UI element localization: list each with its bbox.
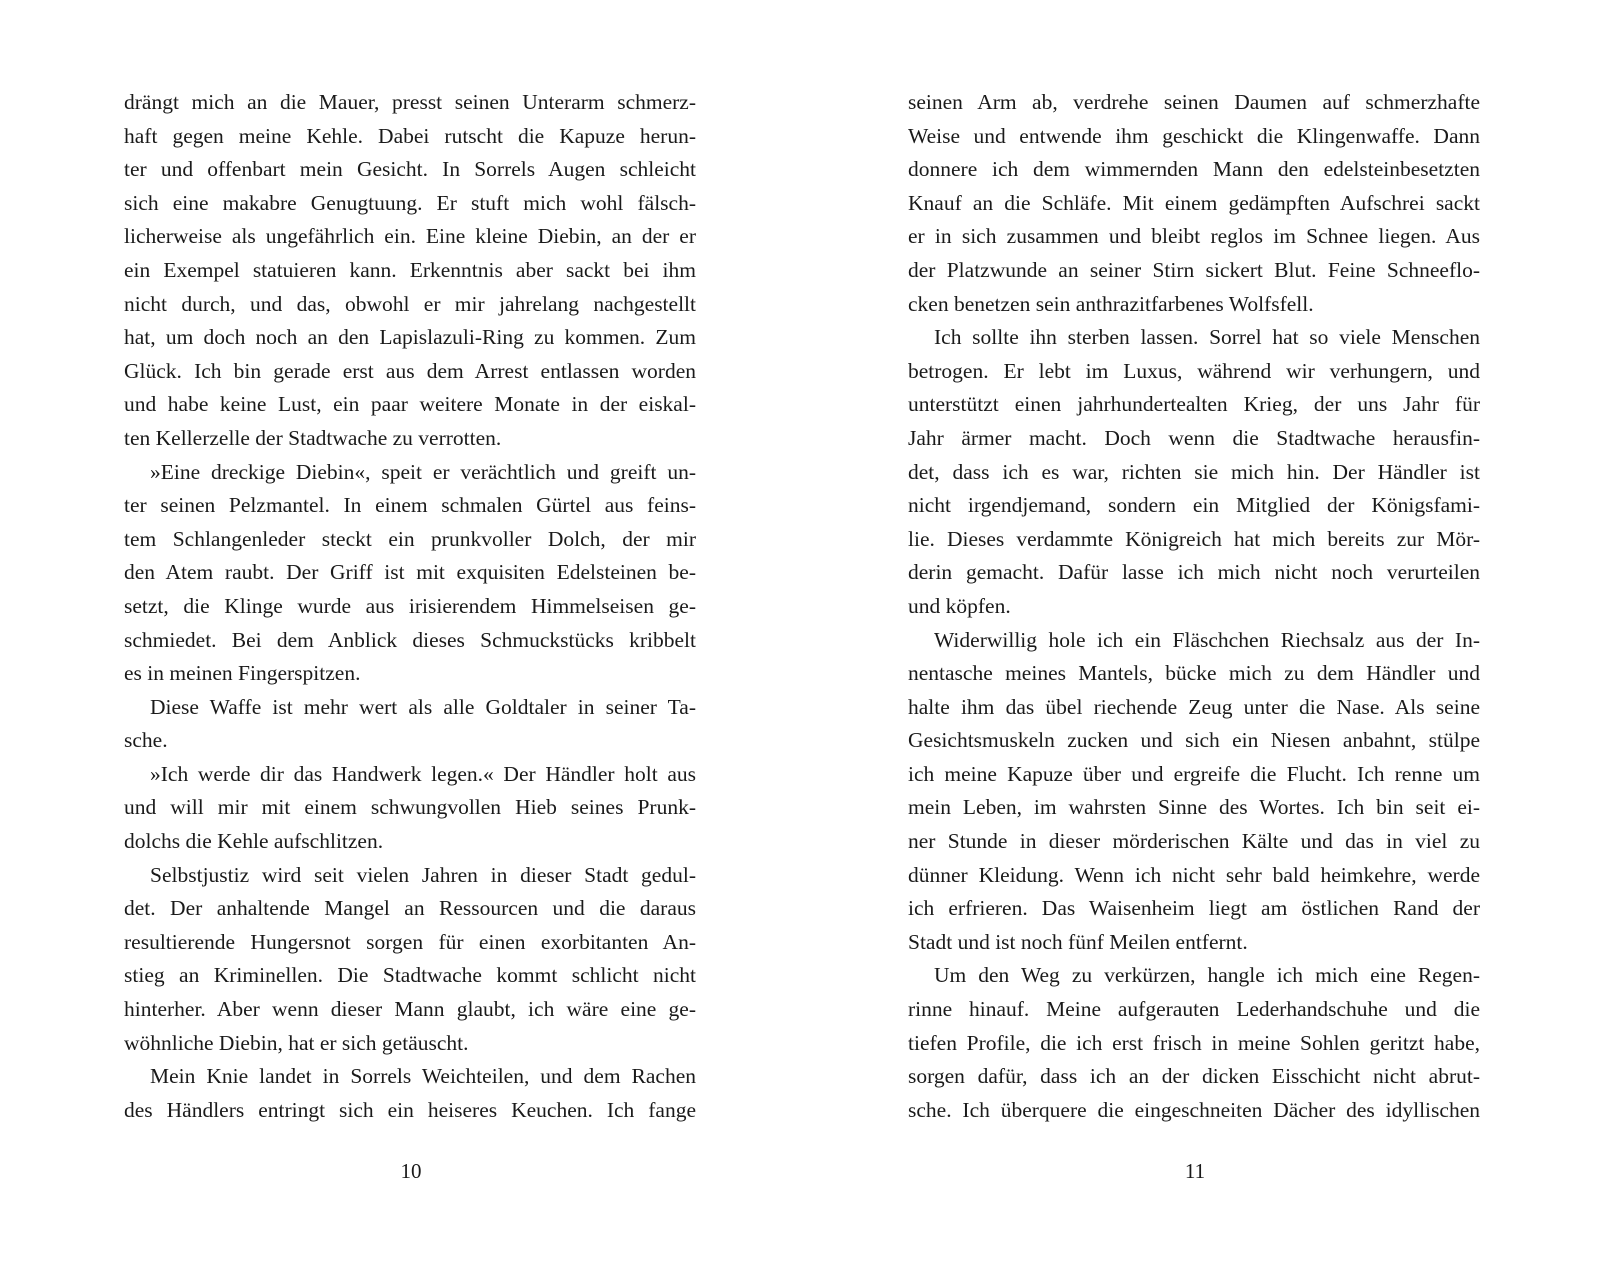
text-line: Glück. Ich bin gerade erst aus dem Arrest entlassen worden	[124, 358, 696, 383]
text-line: und habe keine Lust, ein paar weitere Monate in der eiskal-	[124, 392, 696, 417]
text-line: nicht durch, und das, obwohl er mir jahrelang nachgestellt	[124, 291, 696, 316]
text-line: sorgen dafür, dass ich an der dicken Eisschicht nicht abrut-	[908, 1064, 1480, 1089]
text-line: der Platzwunde an seiner Stirn sickert Blut. Feine Schneeflo-	[908, 257, 1480, 282]
text-line: Weise und entwende ihm geschickt die Klingenwaffe. Dann	[908, 123, 1480, 148]
text-line: halte ihm das übel riechende Zeug unter die Nase. Als seine	[908, 694, 1480, 719]
text-line: dünner Kleidung. Wenn ich nicht sehr bald heimkehre, werde	[908, 862, 1480, 887]
text-line: ter seinen Pelzmantel. In einem schmalen Gürtel aus feins-	[124, 493, 696, 518]
text-line: ich meine Kapuze über und ergreife die Flucht. Ich renne um	[908, 761, 1480, 786]
left-page-text	[124, 86, 696, 1127]
text-line: wöhnliche Diebin, hat er sich getäuscht.	[124, 1030, 469, 1055]
text-line: det. Der anhaltende Mangel an Ressourcen und die daraus	[124, 896, 696, 921]
text-line: Selbstjustiz wird seit vielen Jahren in dieser Stadt gedul-	[150, 862, 696, 887]
text-line: ter und offenbart mein Gesicht. In Sorrels Augen schleicht	[124, 157, 696, 182]
text-line: betrogen. Er lebt im Luxus, während wir verhungern, und	[908, 358, 1480, 383]
text-line: »Eine dreckige Diebin«, speit er verächtlich und greift un-	[150, 459, 696, 484]
text-line: den Atem raubt. Der Griff ist mit exquisiten Edelsteinen be-	[124, 560, 696, 585]
text-line: Diese Waffe ist mehr wert als alle Goldtaler in seiner Ta-	[150, 694, 696, 719]
text-line: licherweise als ungefährlich ein. Eine kleine Diebin, an der er	[124, 224, 696, 249]
text-line: det, dass ich es war, richten sie mich hin. Der Händler ist	[908, 459, 1480, 484]
text-line: derin gemacht. Dafür lasse ich mich nicht noch verurteilen	[908, 560, 1480, 585]
page-number-right: 11	[1184, 1159, 1206, 1183]
text-line: des Händlers entringt sich ein heiseres Keuchen. Ich fange	[124, 1097, 696, 1122]
text-line: stieg an Kriminellen. Die Stadtwache kommt schlicht nicht	[124, 963, 696, 988]
text-line: tem Schlangenleder steckt ein prunkvoller Dolch, der mir	[124, 526, 696, 551]
text-line: ich erfrieren. Das Waisenheim liegt am östlichen Rand der	[908, 896, 1480, 921]
text-line: seinen Arm ab, verdrehe seinen Daumen auf schmerzhafte	[908, 90, 1480, 114]
text-line: sich eine makabre Genugtuung. Er stuft mich wohl fälsch-	[124, 190, 696, 215]
text-line: sche. Ich überquere die eingeschneiten Dächer des idyllischen	[908, 1097, 1480, 1122]
text-line: Stadt und ist noch fünf Meilen entfernt.	[908, 929, 1248, 954]
text-line: hat, um doch noch an den Lapislazuli-Ring zu kommen. Zum	[124, 325, 696, 350]
text-line: cken benetzen sein anthrazitfarbenes Wolfsfell.	[908, 291, 1314, 316]
right-page-text	[908, 86, 1480, 1127]
text-line: Knauf an die Schläfe. Mit einem gedämpften Aufschrei sackt	[908, 190, 1480, 215]
text-line: ein Exempel statuieren kann. Erkenntnis aber sackt bei ihm	[124, 257, 696, 282]
text-line: und will mir mit einem schwungvollen Hieb seines Prunk-	[124, 795, 696, 820]
text-line: nicht irgendjemand, sondern ein Mitglied der Königsfami-	[908, 493, 1480, 518]
text-line: mein Leben, im wahrsten Sinne des Wortes. Ich bin seit ei-	[908, 795, 1480, 820]
text-line: er in sich zusammen und bleibt reglos im Schnee liegen. Aus	[908, 224, 1480, 249]
text-line: schmiedet. Bei dem Anblick dieses Schmuckstücks kribbelt	[124, 627, 696, 652]
text-line: donnere ich dem wimmernden Mann den edelsteinbesetzten	[908, 157, 1480, 182]
text-line: nentasche meines Mantels, bücke mich zu dem Händler und	[908, 661, 1480, 686]
text-line: unterstützt einen jahrhundertealten Krieg, der uns Jahr für	[908, 392, 1480, 417]
text-line: ner Stunde in dieser mörderischen Kälte und das in viel zu	[908, 829, 1480, 854]
text-line: Mein Knie landet in Sorrels Weichteilen, und dem Rachen	[150, 1064, 696, 1089]
text-line: dolchs die Kehle aufschlitzen.	[124, 829, 384, 854]
text-line: lie. Dieses verdammte Königreich hat mich bereits zur Mör-	[908, 526, 1480, 551]
text-line: sche.	[124, 728, 168, 753]
text-line: Jahr ärmer macht. Doch wenn die Stadtwache herausfin-	[908, 425, 1480, 450]
text-line: »Ich werde dir das Handwerk legen.« Der Händler holt aus	[150, 761, 696, 786]
text-line: resultierende Hungersnot sorgen für einen exorbitanten An-	[124, 929, 696, 954]
page-number-left: 10	[400, 1159, 422, 1183]
text-line: Ich sollte ihn sterben lassen. Sorrel hat so viele Menschen	[934, 325, 1480, 350]
text-line: und köpfen.	[908, 593, 1011, 618]
text-line: setzt, die Klinge wurde aus irisierendem Himmelseisen ge-	[124, 593, 696, 618]
text-line: Widerwillig hole ich ein Fläschchen Riechsalz aus der In-	[934, 627, 1480, 652]
text-line: Um den Weg zu verkürzen, hangle ich mich eine Regen-	[934, 963, 1480, 988]
text-line: tiefen Profile, die ich erst frisch in meine Sohlen geritzt habe,	[908, 1030, 1480, 1055]
text-line: drängt mich an die Mauer, presst seinen Unterarm schmerz-	[124, 90, 696, 114]
text-line: hinterher. Aber wenn dieser Mann glaubt, ich wäre eine ge-	[124, 997, 696, 1022]
text-line: es in meinen Fingerspitzen.	[124, 661, 361, 686]
text-line: ten Kellerzelle der Stadtwache zu verrotten.	[124, 425, 502, 450]
text-line: rinne hinauf. Meine aufgerauten Lederhandschuhe und die	[908, 997, 1480, 1022]
text-line: haft gegen meine Kehle. Dabei rutscht die Kapuze herun-	[124, 123, 696, 148]
text-line: Gesichtsmuskeln zucken und sich ein Niesen anbahnt, stülpe	[908, 728, 1480, 753]
